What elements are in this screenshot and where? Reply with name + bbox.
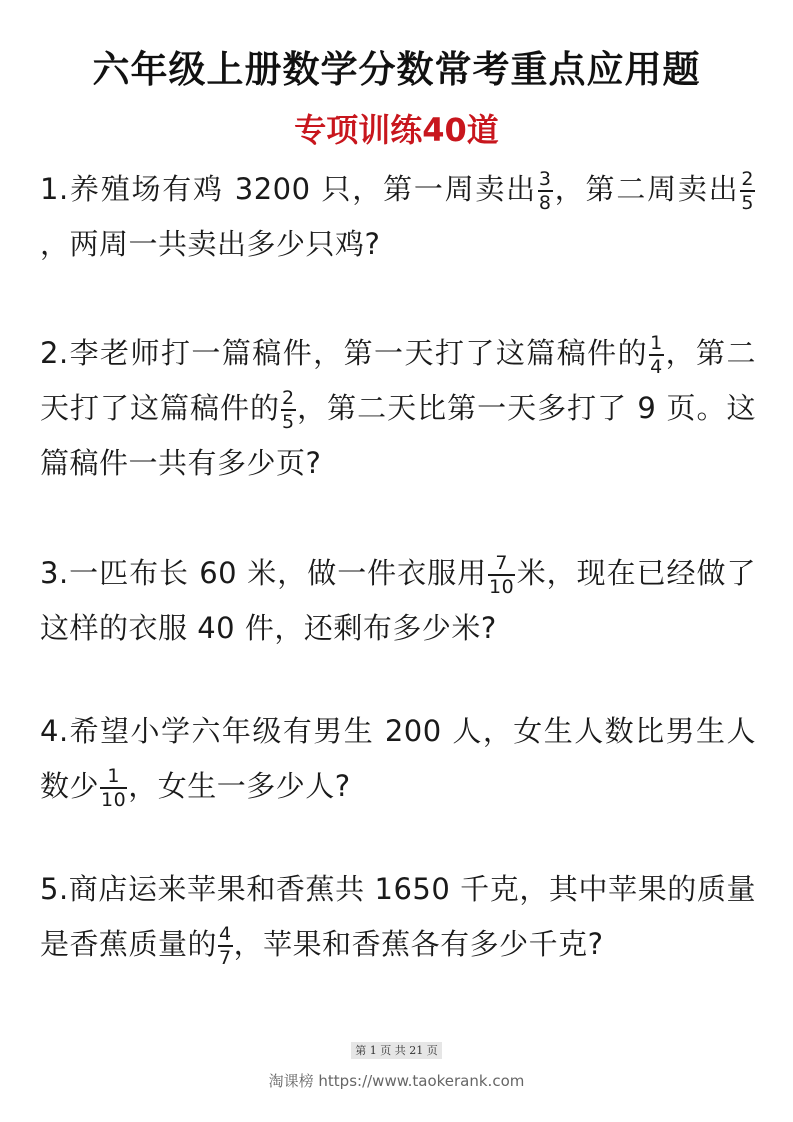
page-number-label: 第 1 页 共 21 页	[351, 1042, 441, 1059]
fraction-numerator: 1	[650, 332, 663, 355]
problem-text: 4.希望小学六年级有男生 200 人，女生人数比男生人数少	[40, 714, 756, 803]
page-subtitle: 专项训练40道	[294, 111, 499, 149]
fraction-numerator: 2	[741, 168, 754, 191]
problem-text: 2.李老师打一篇稿件，第一天打了这篇稿件的	[40, 336, 649, 370]
problem-2	[40, 326, 756, 491]
fraction	[488, 552, 515, 598]
problem-5	[40, 862, 756, 972]
problem-3	[40, 546, 756, 656]
fraction-numerator: 2	[282, 387, 295, 410]
fraction-denominator: 8	[538, 191, 552, 214]
problem-text: 3.一匹布长 60 米，做一件衣服用	[40, 556, 488, 590]
problem-text: ，苹果和香蕉各有多少千克?	[233, 927, 604, 961]
page-title: 六年级上册数学分数常考重点应用题	[92, 48, 701, 91]
problem-1	[40, 162, 756, 272]
fraction-numerator: 4	[219, 923, 232, 946]
fraction	[740, 168, 755, 214]
fraction	[538, 168, 553, 214]
problem-4	[40, 704, 756, 814]
fraction-denominator: 7	[219, 946, 232, 969]
page-number	[0, 1042, 793, 1058]
fraction-denominator: 5	[282, 410, 295, 433]
fraction	[649, 332, 664, 378]
fraction	[100, 765, 127, 811]
problem-text: ，两周一共卖出多少只鸡?	[40, 227, 381, 261]
problem-text: ，女生一多少人?	[128, 769, 351, 803]
fraction-denominator: 4	[650, 355, 663, 378]
fraction-denominator: 10	[101, 788, 127, 811]
problem-text: 1.养殖场有鸡 3200 只，第一周卖出	[40, 172, 537, 206]
problem-text: 5.商店运来苹果和香蕉共 1650 千克，其中苹果的质量是香蕉质量的	[40, 872, 756, 961]
fraction-numerator: 1	[107, 765, 120, 788]
fraction-numerator: 3	[538, 168, 552, 191]
problem-text: ，第二周卖出	[553, 172, 740, 206]
fraction-denominator: 5	[741, 191, 754, 214]
problem-text: 米，现在已经做了这样的衣服 40 件，还剩布多少米?	[40, 556, 756, 645]
footer-watermark: 淘课榜 https://www.taokerank.com	[268, 1072, 525, 1090]
fraction	[281, 387, 296, 433]
fraction	[218, 923, 233, 969]
fraction-numerator: 7	[495, 552, 508, 575]
fraction-denominator: 10	[489, 575, 515, 598]
problem-text: ，第二天比第一天多打了 9 页。这篇稿件一共有多少页?	[40, 391, 756, 480]
problem-text: ，第二天打了这篇稿件的	[40, 336, 756, 425]
